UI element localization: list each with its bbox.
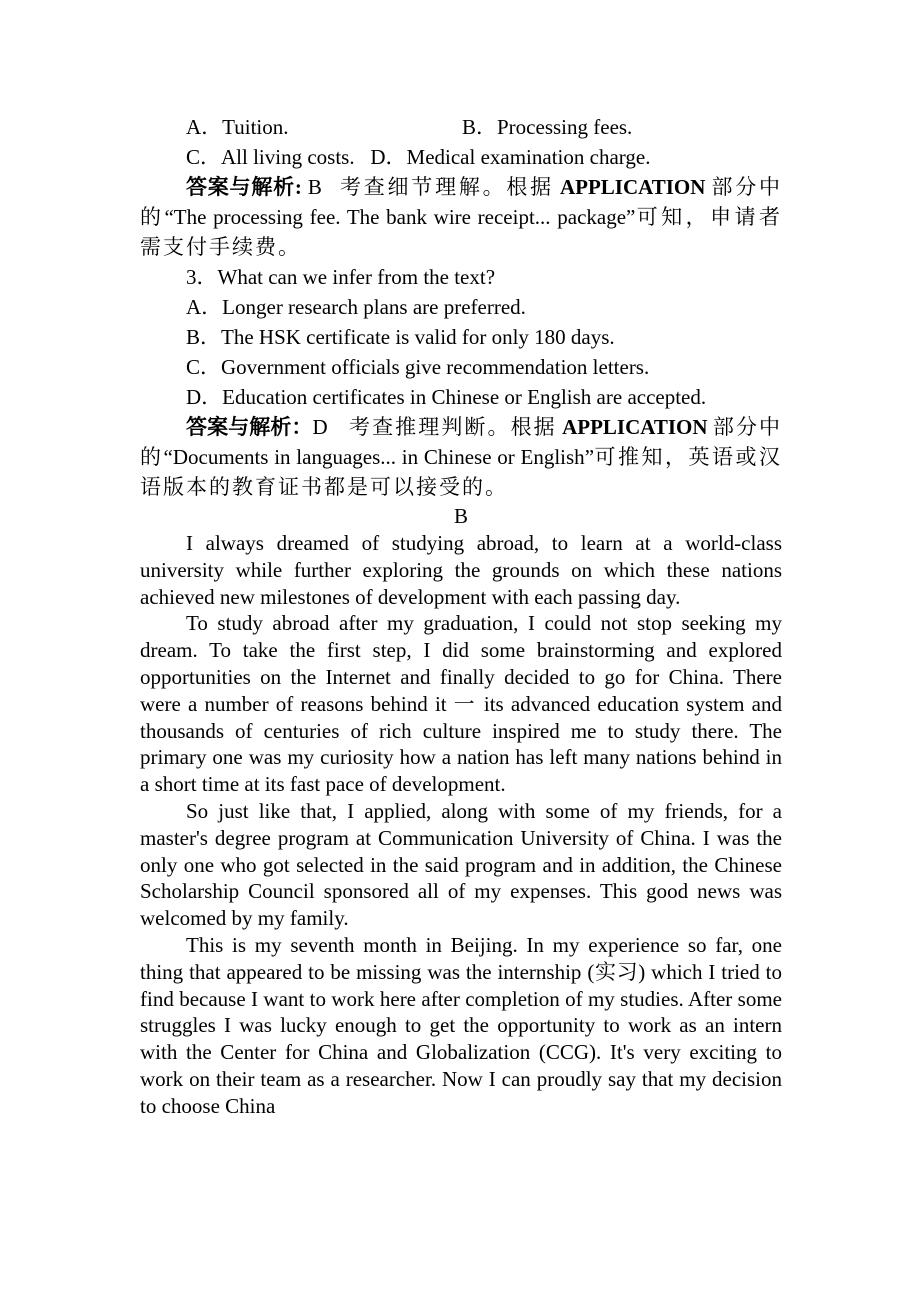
answer-colon: :	[294, 175, 302, 199]
reading-passage	[140, 530, 782, 1120]
document-page	[140, 112, 782, 1120]
quote-close: ”	[626, 205, 636, 229]
q3-answer-explanation	[140, 412, 782, 502]
quote-close: ”	[584, 445, 595, 469]
quote-open: “	[163, 445, 173, 469]
explanation-text-3: 可知，申请者需支付手续费。	[140, 205, 783, 259]
explanation-text-1: 考查细节理解。根据	[339, 175, 554, 199]
passage-paragraph-1: I always dreamed of studying abroad, to learn at a world-class university while further exploring the grounds on which these nations achieved new milestones of development with each passing day.	[140, 531, 782, 609]
explanation-text-3: 可推知，英语或汉语版本的教育证书都是可以接受的。	[140, 445, 783, 499]
q2-option-a: A．Tuition.	[186, 115, 289, 139]
answer-label: 答案与解析	[186, 415, 292, 439]
explanation-text-2: 部分中的	[140, 415, 783, 469]
q2-options-row-1	[140, 112, 782, 142]
answer-letter: B	[301, 175, 322, 199]
explanation-quote: Documents in languages... in Chinese or English	[172, 445, 585, 469]
q3-stem: 3．What can we infer from the text?	[186, 265, 496, 289]
explanation-quote: The processing fee. The bank wire receipt... package	[173, 205, 627, 229]
passage-paragraph-3: So just like that, I applied, along with some of my friends, for a master's degree program at Communication University of China. I was the only one who got selected in the said program and in addition, the Chinese Scholarship Council sponsored all of my expenses. This good news was welcomed by my family.	[140, 798, 782, 931]
passage-paragraph-4: This is my seventh month in Beijing. In my experience so far, one thing that appeared to be missing was the internship (实习) which I tried to find because I want to work here after completion of my studies. After some struggles I was lucky enough to get the opportunity to work as an intern with the Center for China and Globalization (CCG). It's very exciting to work on their team as a researcher. Now I can proudly say that my decision to choose China	[140, 932, 782, 1118]
explanation-text-2: 部分中的	[140, 175, 783, 229]
explanation-text-1: 考查推理判断。根据	[349, 415, 557, 439]
q3-option-a: A．Longer research plans are preferred.	[186, 295, 526, 319]
passage-paragraph-2: To study abroad after my graduation, I could not stop seeking my dream. To take the first step, I did some brainstorming and explored opportunities on the Internet and finally decided to go for China. There were a number of reasons behind it 一 its advanced education system and thousands of centuries of rich culture inspired me to study there. The primary one was my curiosity how a nation has left many nations behind in a short time at its fast pace of development.	[140, 611, 782, 797]
explanation-keyword: APPLICATION	[562, 415, 708, 439]
q2-answer-explanation	[140, 172, 782, 262]
answer-label: 答案与解析	[186, 175, 295, 199]
q2-options-row-2	[140, 142, 782, 172]
q3-option-b: B．The HSK certificate is valid for only 180 days.	[186, 325, 615, 349]
q2-option-b: B．Processing fees.	[462, 115, 633, 139]
q2-option-d: D．Medical examination charge.	[370, 145, 651, 169]
section-title: B	[453, 504, 468, 528]
answer-colon: ：	[291, 415, 313, 439]
q2-option-c: C．All living costs.	[186, 145, 355, 169]
answer-letter: D	[312, 415, 328, 439]
explanation-keyword: APPLICATION	[559, 175, 706, 199]
quote-open: “	[164, 205, 174, 229]
q3-option-c: C．Government officials give recommendation letters.	[186, 355, 650, 379]
q3-option-d: D．Education certificates in Chinese or English are accepted.	[186, 385, 707, 409]
